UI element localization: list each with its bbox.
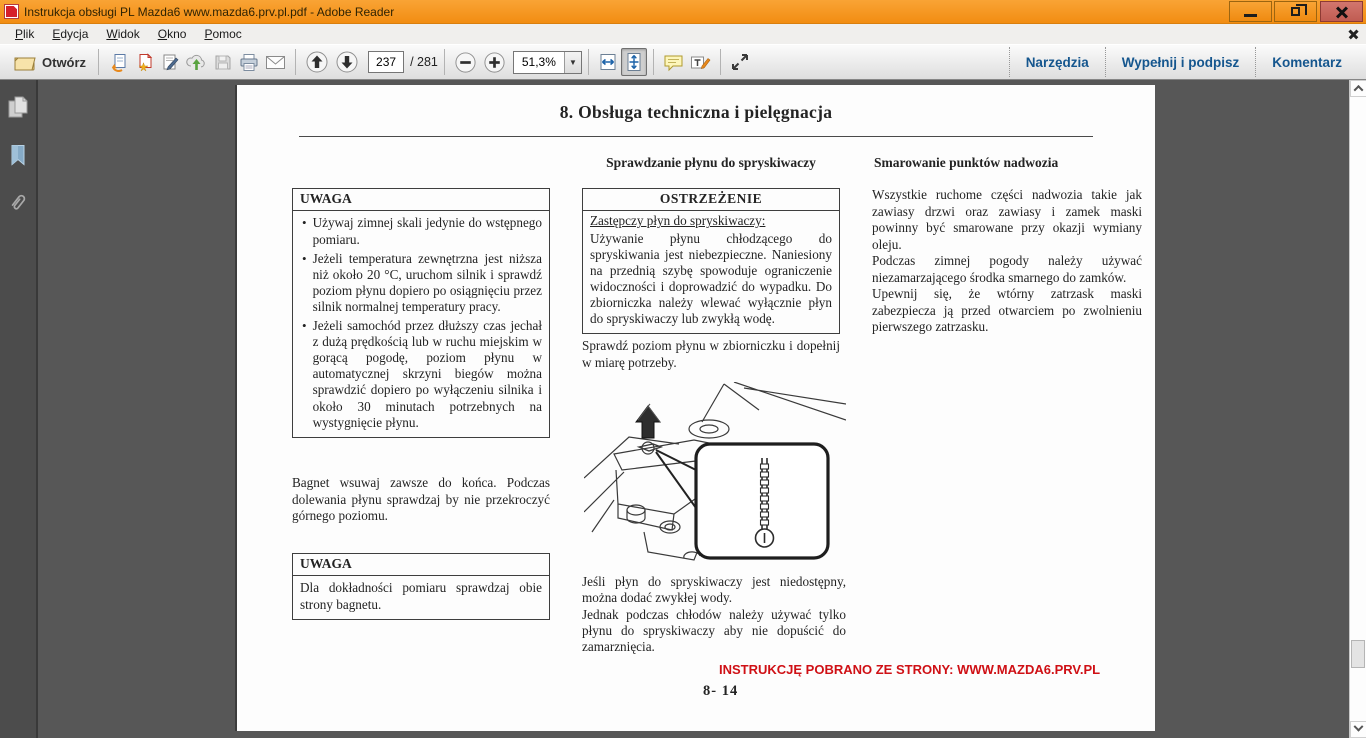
bullet-icon: •: [302, 318, 307, 334]
document-canvas: [0, 80, 1366, 738]
open-button[interactable]: [8, 48, 92, 76]
close-button[interactable]: [1320, 1, 1363, 22]
zoom-in-button[interactable]: [480, 48, 509, 76]
minimize-button[interactable]: [1229, 1, 1272, 22]
vertical-scrollbar[interactable]: [1349, 80, 1366, 738]
lubrication-paragraph-2: Podczas zimnej pogody należy używać niezamarzającego środka smarnego do zamków.: [872, 253, 1142, 285]
fit-width-button[interactable]: [595, 48, 621, 76]
note-bullet: [293, 211, 549, 249]
zoom-level-select[interactable]: [513, 51, 582, 74]
scroll-down-button[interactable]: [1350, 721, 1366, 738]
toolbar: [0, 44, 1366, 80]
scrollbar-thumb[interactable]: [1351, 640, 1365, 668]
warning-text: Używanie płynu chłodzącego do spryskiwania jest niebezpieczne. Naniesiony na przednią szybę spowoduje ograniczenie widoczności i doprowadzić do wypadku. Do zbiorniczka należy wlewać wyłącznie płyn do spryskiwaczy lub zwykłą wodę.: [590, 230, 832, 327]
fill-sign-panel-link[interactable]: Wypełnij i podpisz: [1121, 54, 1240, 70]
sign-document-button[interactable]: [157, 48, 183, 76]
sign-document-icon: [161, 53, 180, 72]
washer-water-text: Jeśli płyn do spryskiwaczy jest niedostępny, można dodać zwykłej wody.: [582, 574, 846, 606]
save-button[interactable]: [210, 48, 236, 76]
warning-box: [582, 188, 840, 334]
menu-bar: [0, 24, 1366, 44]
washer-check-paragraph: Sprawdź poziom płynu w zbiorniczku i dopełnij w miarę potrzeby.: [582, 338, 840, 370]
page-number-input[interactable]: [368, 51, 404, 73]
add-comment-button[interactable]: [660, 48, 687, 76]
fit-page-button[interactable]: [621, 48, 647, 76]
fill-sign-tool-button[interactable]: [687, 48, 714, 76]
note-bullet: [293, 317, 549, 437]
chapter-title: 8. Obsługa techniczna i pielęgnacja: [559, 102, 833, 122]
lubrication-section-heading: Smarowanie punktów nadwozia: [874, 155, 1059, 170]
washer-section-heading: Sprawdzanie płynu do spryskiwaczy: [606, 155, 816, 170]
menu-edycja[interactable]: Edycja: [52, 27, 89, 41]
tools-panel-link[interactable]: Narzędzia: [1025, 54, 1089, 70]
plus-circle-icon: [483, 51, 506, 74]
attachments-button[interactable]: [6, 190, 30, 216]
zoom-level-value: 51,3%: [521, 55, 556, 69]
menu-plik[interactable]: Plik: [15, 27, 35, 41]
menu-okno[interactable]: Okno: [157, 27, 187, 41]
toolbar-separator: [720, 49, 721, 75]
note-bullet: [293, 250, 549, 317]
bullet-icon: •: [302, 215, 307, 231]
toolbar-panels: [1009, 45, 1358, 79]
close-icon: [1336, 6, 1348, 18]
note-bullet-text: Używaj zimnej skali jedynie do wstępnego pomiaru.: [312, 215, 542, 247]
open-folder-icon: [14, 54, 36, 71]
arrow-down-circle-icon: [335, 50, 359, 74]
page-total-label: / 281: [410, 55, 438, 69]
arrow-up-circle-icon: [305, 50, 329, 74]
restore-button[interactable]: [1274, 1, 1317, 22]
fullscreen-button[interactable]: [727, 48, 753, 76]
email-icon: [265, 54, 286, 71]
zoom-out-button[interactable]: [451, 48, 480, 76]
menu-widok[interactable]: Widok: [106, 27, 140, 41]
note-box-1: [292, 188, 550, 438]
print-button[interactable]: [236, 48, 262, 76]
fit-page-icon: [624, 52, 644, 72]
washer-frost-text: Jednak podczas chłodów należy używać tylko płynu do spryskiwaczy aby nie dopuścić do zamarznięcia.: [582, 606, 846, 655]
window-title: Instrukcja obsługi PL Mazda6 www.mazda6.prv.pl.pdf - Adobe Reader: [24, 4, 395, 19]
save-icon: [214, 53, 232, 71]
bookmark-icon: [9, 144, 27, 166]
fit-width-icon: [598, 52, 618, 72]
toolbar-separator: [588, 49, 589, 75]
toolbar-separator: [444, 49, 445, 75]
share-file-icon: [109, 53, 128, 72]
chevron-down-icon[interactable]: ▼: [564, 52, 581, 73]
page-thumbnails-icon: [7, 95, 29, 119]
upload-cloud-button[interactable]: [183, 48, 210, 76]
note-box-2-title: UWAGA: [293, 554, 549, 576]
pdf-page: [235, 85, 1155, 731]
close-document-icon[interactable]: [1347, 28, 1360, 41]
restore-icon: [1291, 7, 1300, 16]
comment-panel-link[interactable]: Komentarz: [1272, 54, 1342, 70]
download-watermark: INSTRUKCJĘ POBRANO ZE STRONY: WWW.MAZDA6.PRV.PL: [719, 662, 1101, 677]
comment-bubble-icon: [663, 53, 684, 72]
note-bullet-text: Jeżeli samochód przez dłuższy czas jechał z dużą prędkością lub w ruchu miejskim w gorącą pogodę, poziom płynu w automatycznej skrzyni biegów można sprawdzić dopiero po wyłączeniu silnika i około 30 minutach potrzebnych na wystygnięcie płynu.: [312, 318, 542, 430]
previous-page-button[interactable]: [302, 48, 332, 76]
lubrication-column: [872, 187, 1142, 336]
bookmarks-button[interactable]: [6, 142, 30, 168]
bullet-icon: •: [302, 250, 307, 266]
page-thumbnails-button[interactable]: [6, 94, 30, 120]
paperclip-icon: [7, 191, 29, 215]
chevron-up-icon: [1354, 85, 1364, 95]
chevron-down-icon: [1354, 722, 1364, 732]
title-bar: [0, 0, 1366, 24]
note-box-2: [292, 553, 550, 620]
washer-reservoir-figure: [584, 382, 846, 566]
lubrication-paragraph-3: Upewnij się, że wtórny zatrzask maski zabezpiecza ją przed otwarciem po zwolnieniu pierwszego zatrzasku.: [872, 286, 1142, 334]
create-pdf-icon: [135, 53, 154, 72]
share-file-button[interactable]: [105, 48, 131, 76]
warning-subtitle: Zastępczy płyn do spryskiwaczy:: [590, 213, 766, 229]
toolbar-separator: [98, 49, 99, 75]
create-pdf-button[interactable]: [131, 48, 157, 76]
minimize-icon: [1244, 14, 1257, 17]
note-bullet-text: Jeżeli temperatura zewnętrzna jest niższa niż około 20 °C, uruchom silnik i sprawdź poziom płynu dopiero po osiągnięciu przez silnik normalnej temperatury pracy.: [312, 250, 542, 314]
dipstick-paragraph: Bagnet wsuwaj zawsze do końca. Podczas dolewania płynu sprawdzaj by nie przekroczyć górnego poziomu.: [292, 475, 550, 523]
pdf-file-icon: [4, 4, 19, 19]
toolbar-separator: [295, 49, 296, 75]
scroll-up-button[interactable]: [1350, 80, 1366, 97]
washer-water-paragraph: [582, 574, 846, 656]
toolbar-separator: [653, 49, 654, 75]
upload-cloud-icon: [186, 53, 207, 72]
note-box-1-title: UWAGA: [293, 189, 549, 211]
warning-title: OSTRZEŻENIE: [583, 189, 839, 211]
email-button[interactable]: [262, 48, 289, 76]
note-box-2-text: Dla dokładności pomiaru sprawdzaj obie strony bagnetu.: [300, 580, 542, 612]
page-folio-number: 8- 14: [703, 683, 739, 699]
menu-pomoc[interactable]: Pomoc: [204, 27, 242, 41]
minus-circle-icon: [454, 51, 477, 74]
lubrication-paragraph-1: Wszystkie ruchome części nadwozia takie jak zawiasy drzwi oraz zawiasy i zamek maski powinny być smarowane przy okazji wymiany oleju.: [872, 187, 1142, 252]
navigation-sidebar: [0, 80, 38, 738]
fill-sign-icon: [690, 53, 711, 72]
fullscreen-icon: [730, 52, 750, 72]
next-page-button[interactable]: [332, 48, 362, 76]
heading-divider: [299, 136, 1093, 137]
open-button-label: Otwórz: [42, 54, 87, 70]
print-icon: [239, 53, 259, 72]
